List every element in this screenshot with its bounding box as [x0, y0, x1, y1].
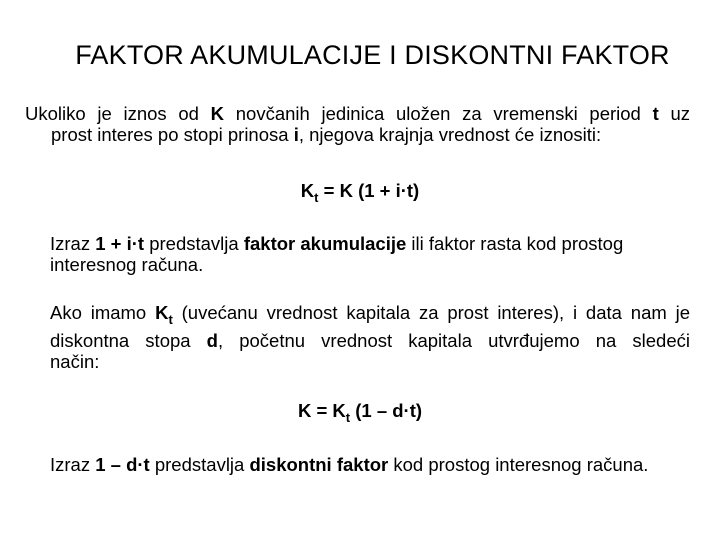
expression: 1 – d·t [95, 454, 150, 475]
variable-k: K [210, 103, 225, 124]
variable-d: d [206, 330, 218, 351]
slide-title: FAKTOR AKUMULACIJE I DISKONTNI FAKTOR [75, 40, 670, 70]
expression: 1 + i·t [95, 233, 145, 254]
variable-k: K [155, 302, 169, 323]
formula-rhs: = K (1 + i·t) [318, 180, 420, 201]
paragraph-discount [50, 302, 690, 372]
subscript-t: t [168, 312, 173, 327]
paragraph-accumulation-factor-line-1 [50, 233, 690, 254]
text-span: uz [658, 103, 690, 124]
text-span: prost interes po stopi prinosa [51, 124, 294, 145]
text-span: predstavlja [149, 454, 250, 475]
text-span: predstavlja [144, 233, 244, 254]
formula-rhs: (1 – d·t) [350, 400, 423, 421]
paragraph-discount-line-3: način: [50, 351, 100, 372]
text-span: kod prostog interesnog računa. [388, 454, 649, 475]
paragraph-intro [25, 103, 690, 145]
term-highlight: faktor akumulacije [243, 233, 407, 254]
text-span: ili faktor rasta kod prostog [406, 233, 624, 254]
formula-lhs: K = K [297, 400, 346, 421]
subscript-t: t [314, 190, 319, 205]
paragraph-intro-line-1 [25, 103, 690, 124]
text-span: Izraz [50, 233, 96, 254]
text-span: (uvećanu vrednost kapitala za prost interes), i data nam je [172, 302, 690, 323]
paragraph-discount-factor [50, 454, 710, 475]
text-span: Izraz [50, 454, 96, 475]
paragraph-accumulation-factor-line-2: interesnog računa. [50, 254, 204, 275]
text-span: novčanih jedinica uložen za vremenski period [224, 103, 653, 124]
paragraph-discount-factor-line-1 [50, 454, 710, 475]
formula-discount [0, 400, 720, 425]
text-span: Ako imamo [50, 302, 156, 323]
paragraph-accumulation-factor [50, 233, 690, 275]
formula-lhs: K [300, 180, 315, 201]
text-span: , početnu vrednost kapitala utvrđujemo na sledeći [217, 330, 690, 351]
text-span: diskontna stopa [50, 330, 207, 351]
paragraph-discount-line-2 [50, 330, 690, 351]
subscript-t: t [345, 410, 351, 425]
text-span: Ukoliko je iznos od [25, 103, 211, 124]
variable-t: t [652, 103, 659, 124]
paragraph-intro-line-2 [25, 124, 690, 145]
formula-accumulation [0, 180, 720, 205]
text-span: , njegova krajnja vrednost će iznositi: [298, 124, 602, 145]
variable-i: i [293, 124, 299, 145]
paragraph-discount-line-1 [50, 302, 690, 330]
term-highlight: diskontni faktor [249, 454, 389, 475]
